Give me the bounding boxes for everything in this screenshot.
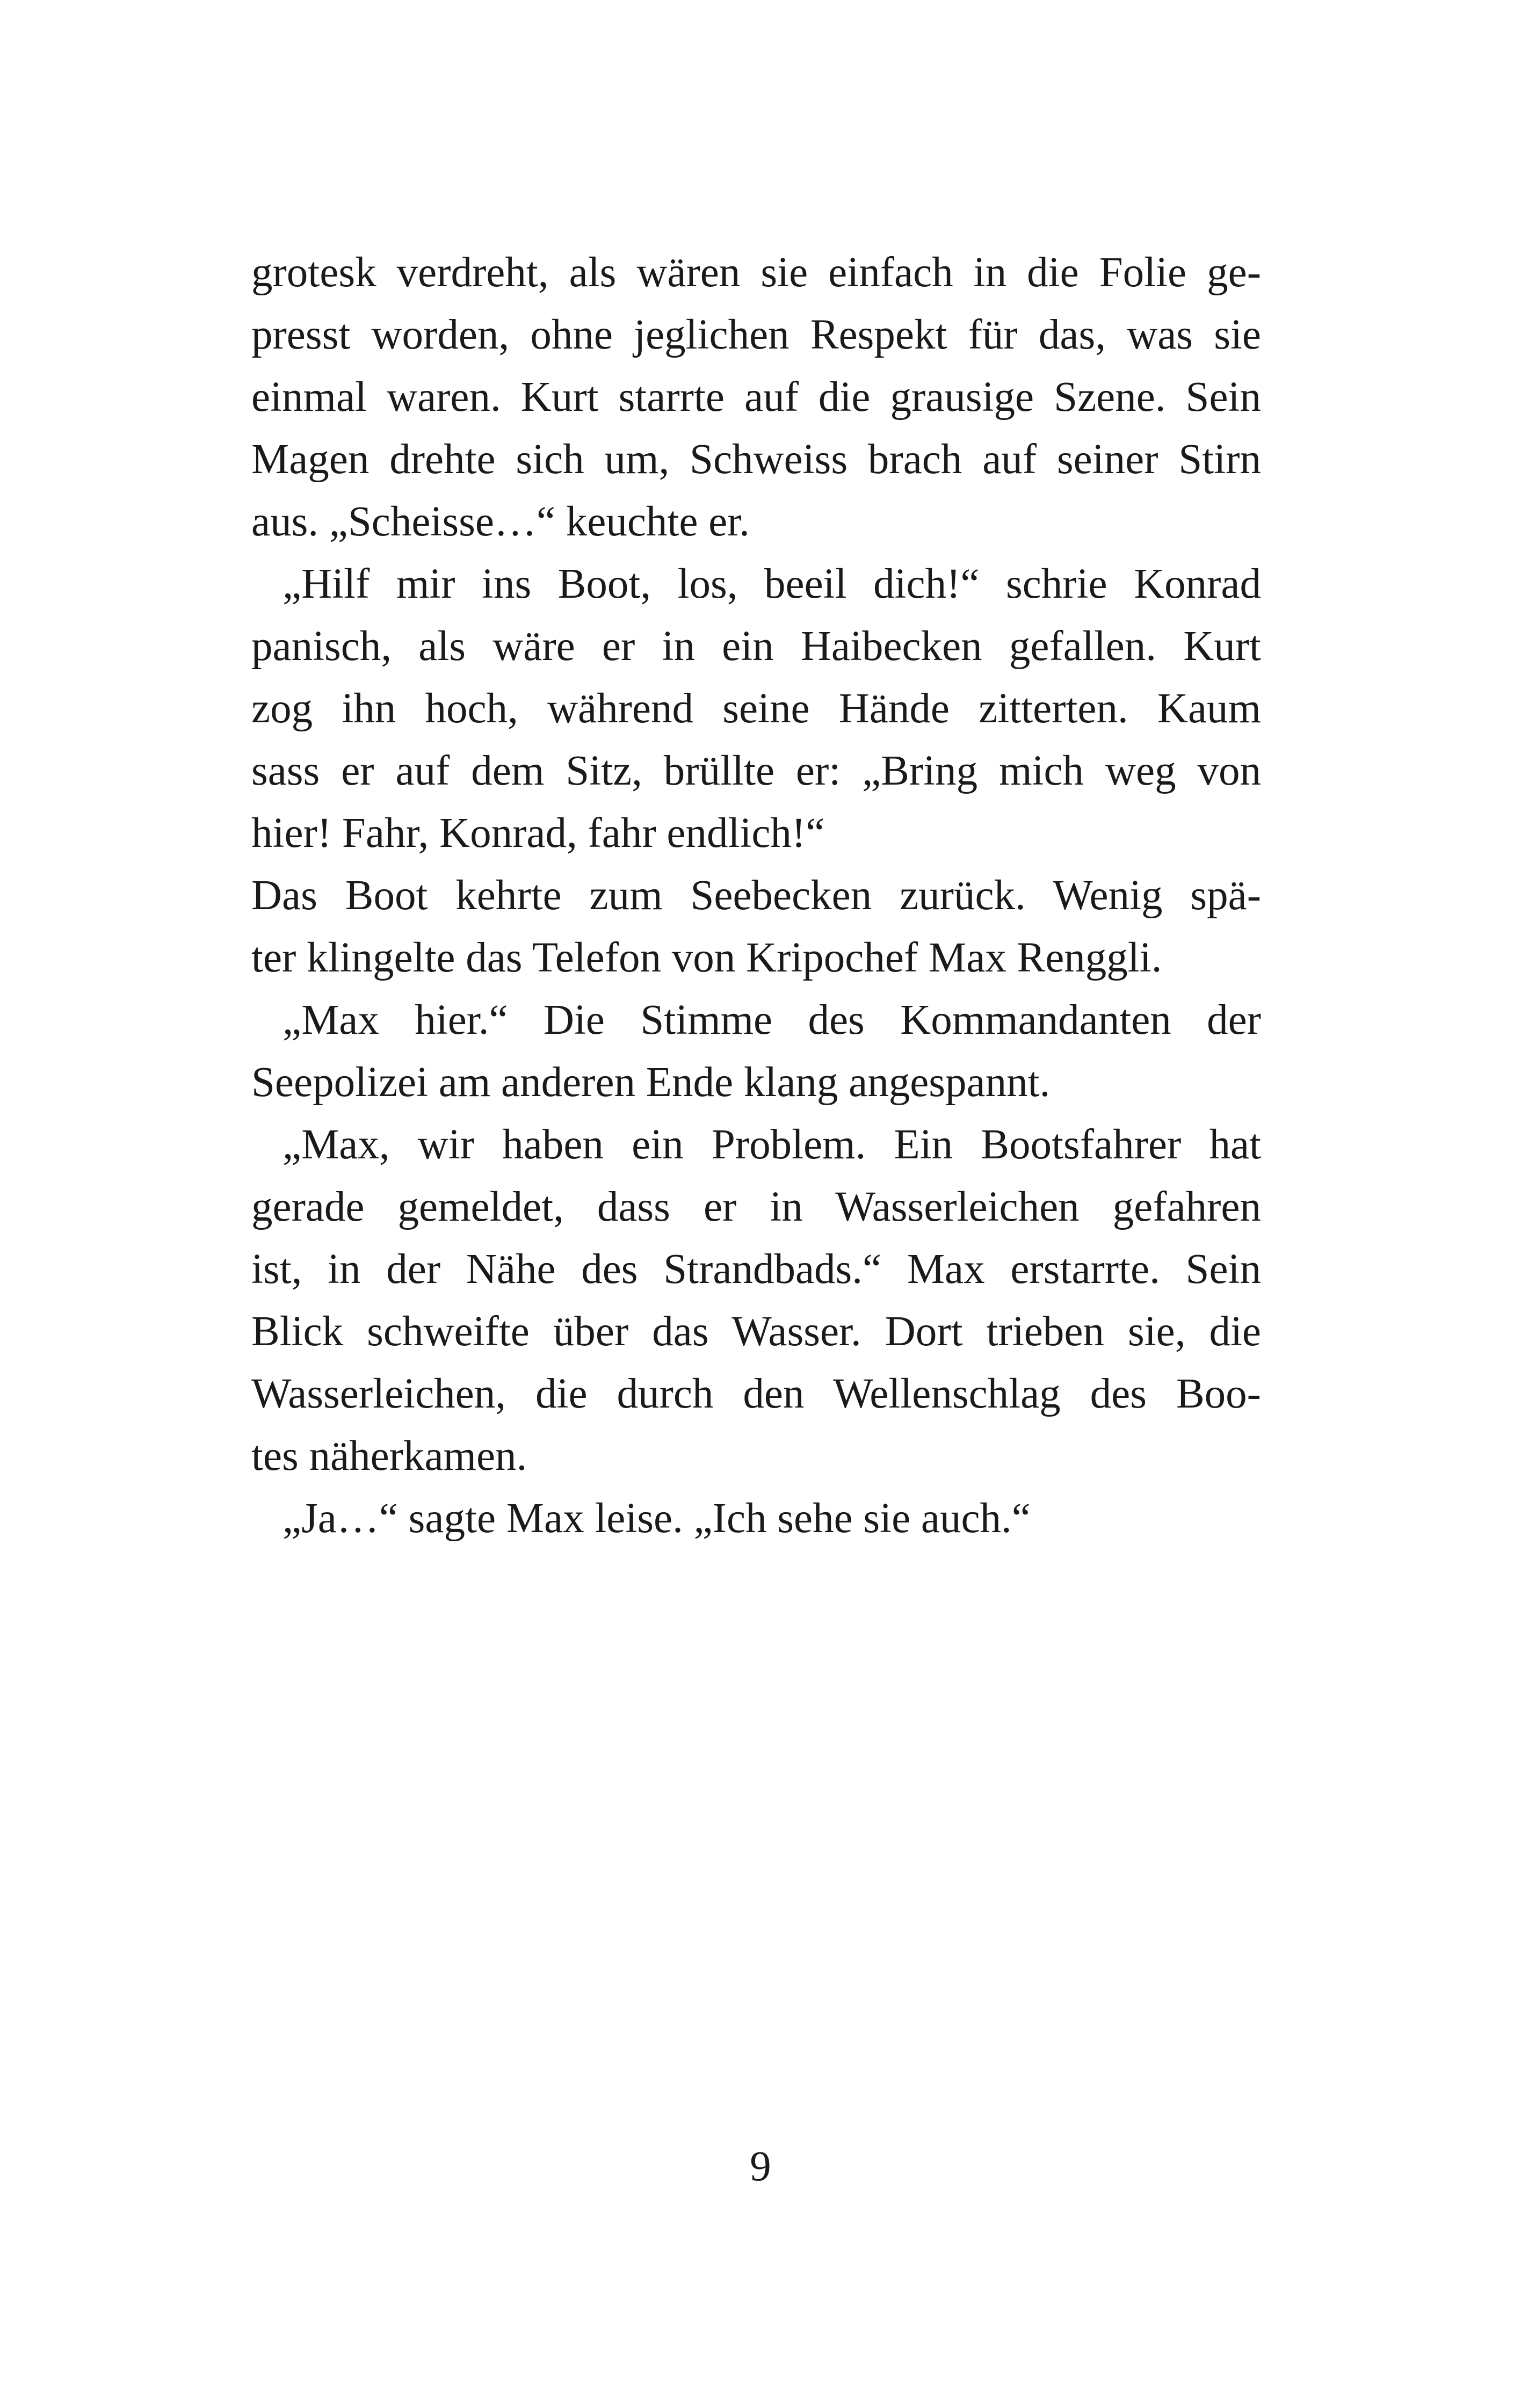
text-line: einmal waren. Kurt starrte auf die grausige Szene. Sein [251,374,1261,420]
text-line: Magen drehte sich um, Schweiss brach auf seiner Stirn [251,436,1261,483]
text-line: gerade gemeldet, dass er in Wasserleichen gefahren [251,1184,1261,1230]
text-line: Wasserleichen, die durch den Wellenschlag des Boo- [251,1370,1261,1417]
text-line: ist, in der Nähe des Strandbads.“ Max erstarrte. Sein [251,1246,1261,1293]
text-line: Seepolizei am anderen Ende klang angespannt. [251,1059,1051,1106]
text-line: sass er auf dem Sitz, brüllte er: „Bring mich weg von [251,748,1261,794]
text-line: „Ja…“ sagte Max leise. „Ich sehe sie auch.“ [283,1495,1031,1542]
text-line: „Hilf mir ins Boot, los, beeil dich!“ schrie Konrad [283,561,1261,607]
text-line: panisch, als wäre er in ein Haibecken gefallen. Kurt [251,623,1261,670]
text-line: zog ihn hoch, während seine Hände zitterten. Kaum [251,685,1261,732]
text-line: Blick schweifte über das Wasser. Dort trieben sie, die [251,1308,1261,1355]
page-number: 9 [750,2143,771,2190]
text-line: grotesk verdreht, als wären sie einfach in die Folie ge- [251,249,1261,296]
text-line: ter klingelte das Telefon von Kripochef Max Renggli. [251,934,1162,981]
text-line: „Max hier.“ Die Stimme des Kommandanten der [283,997,1261,1043]
text-line: „Max, wir haben ein Problem. Ein Bootsfahrer hat [283,1121,1261,1168]
text-line: Das Boot kehrte zum Seebecken zurück. Wenig spä- [251,872,1261,919]
text-line: tes näherkamen. [251,1433,527,1479]
body-text [251,242,1261,1550]
text-line: presst worden, ohne jeglichen Respekt für das, was sie [251,311,1261,358]
text-line: hier! Fahr, Konrad, fahr endlich!“ [251,810,825,857]
text-line: aus. „Scheisse…“ keuchte er. [251,498,750,545]
